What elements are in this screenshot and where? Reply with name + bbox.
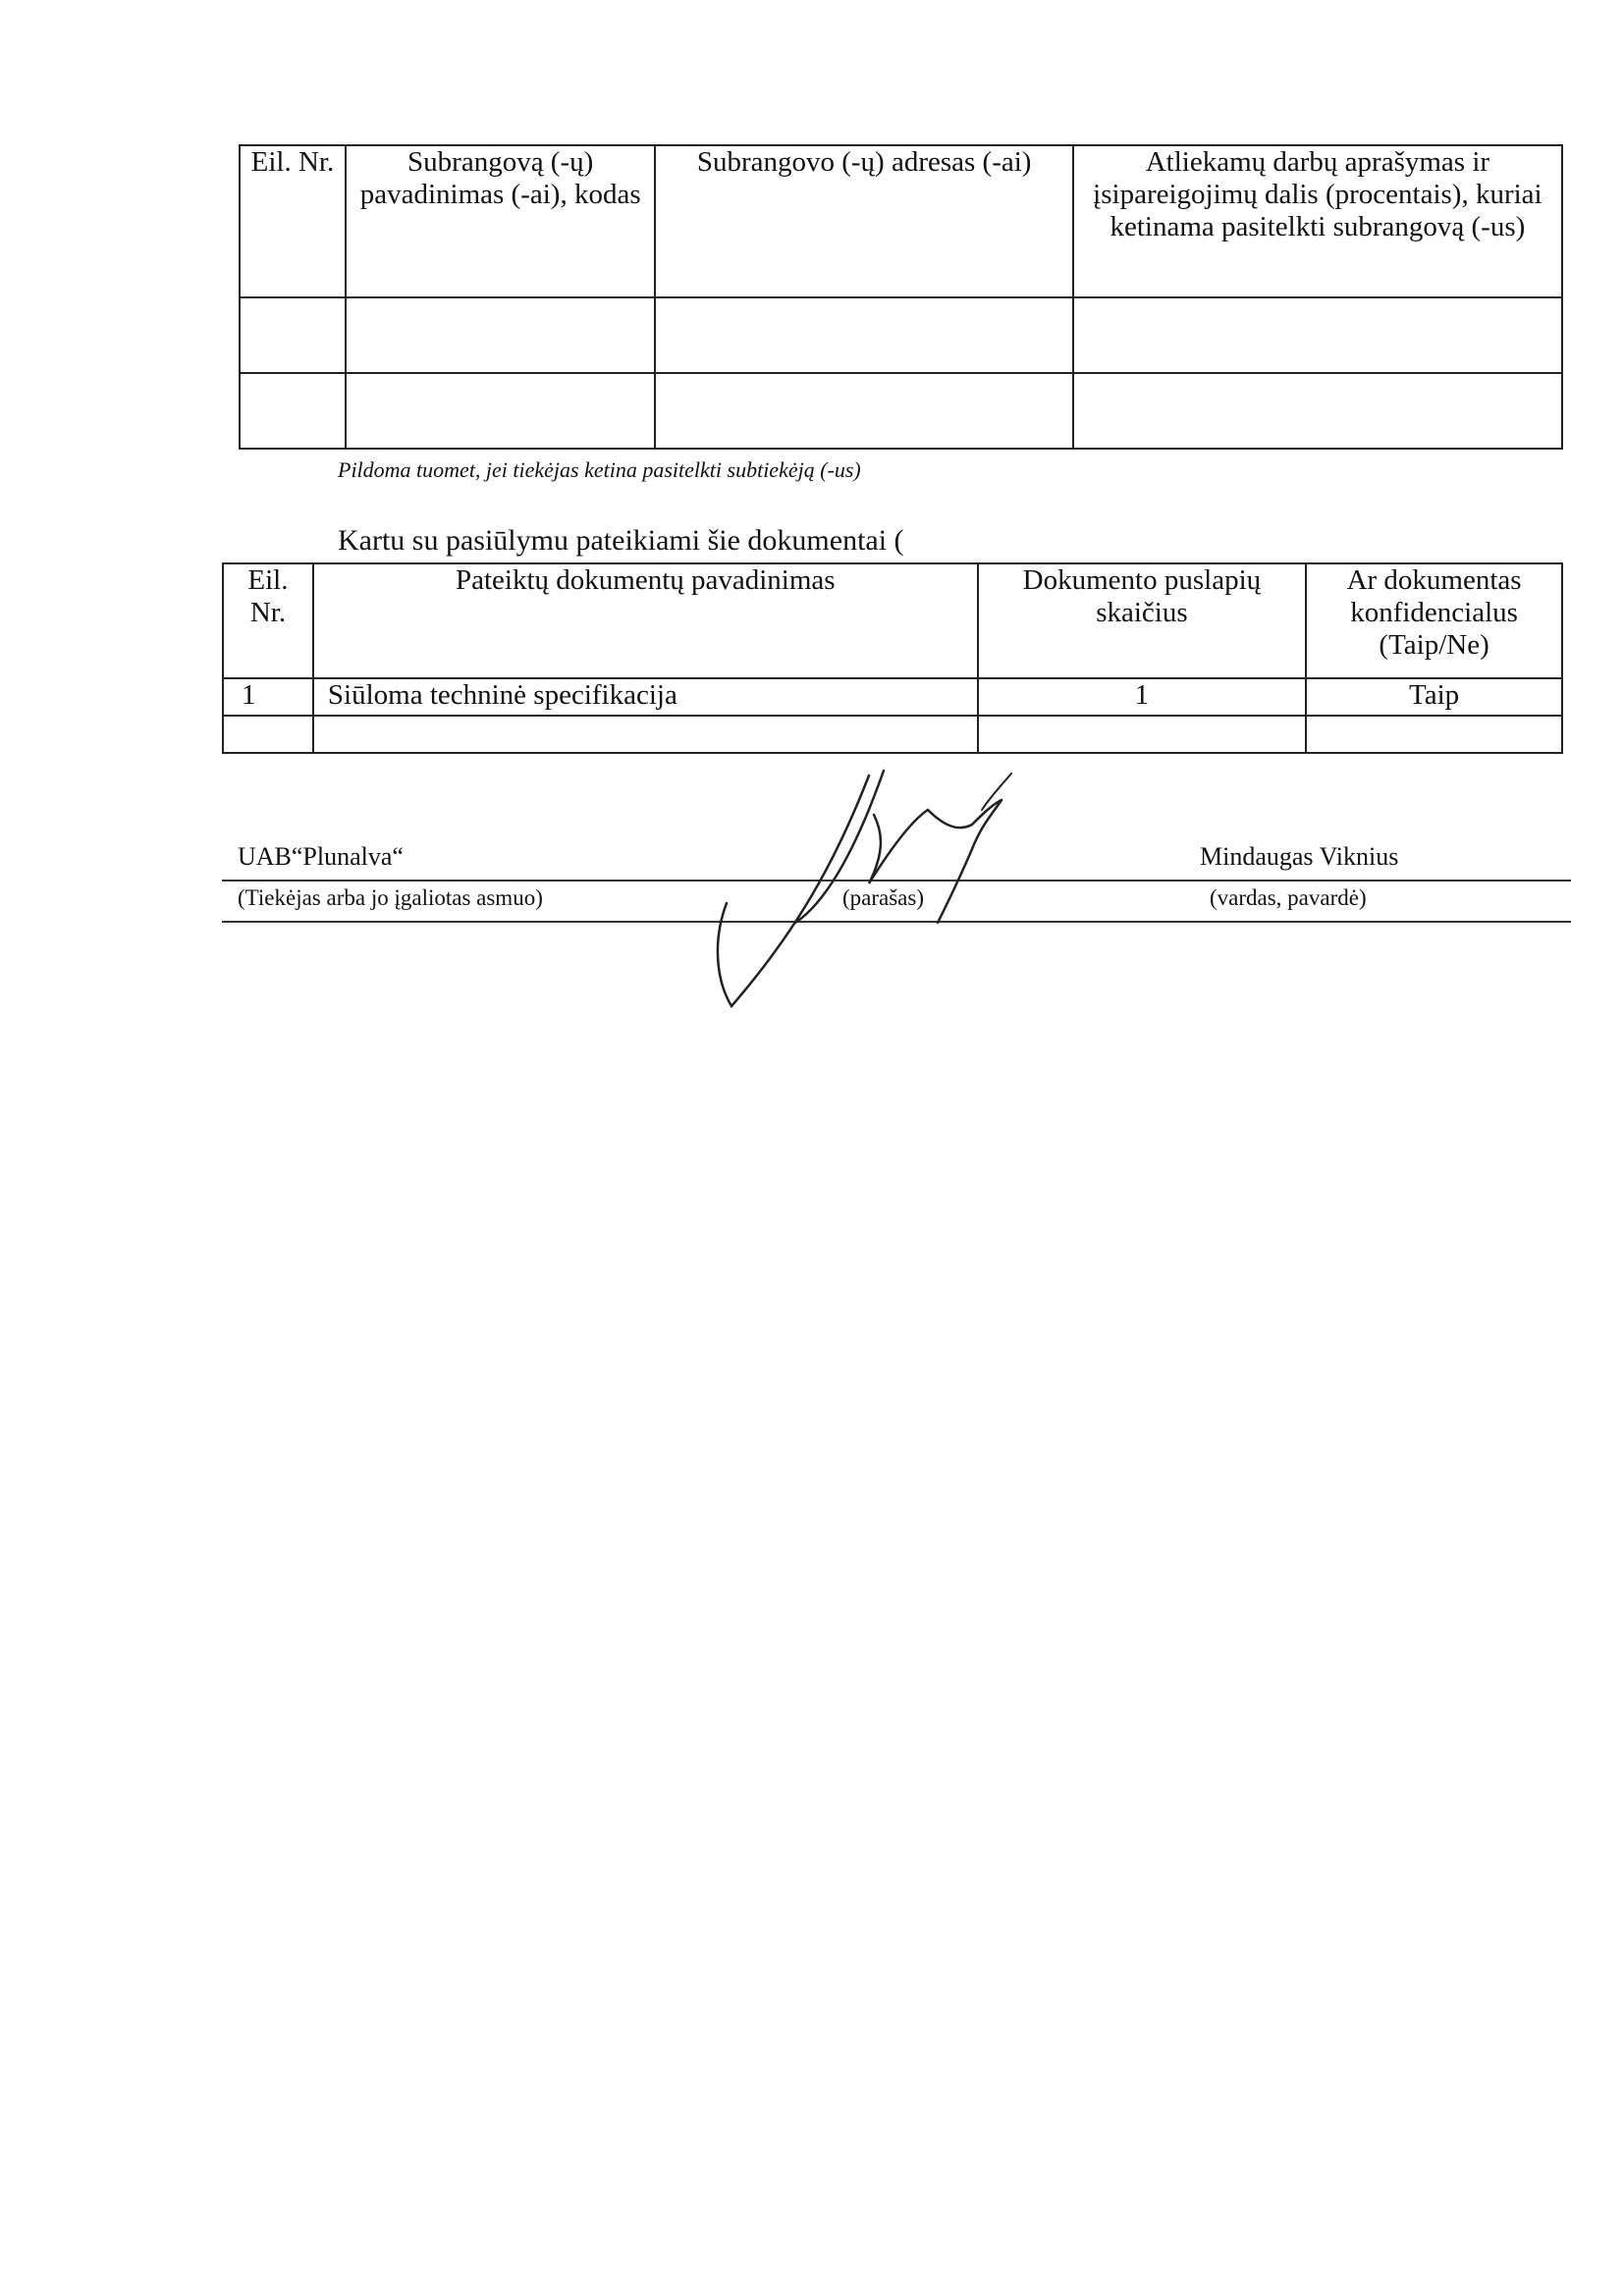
signature-caption: (parašas) bbox=[842, 885, 925, 910]
table-row bbox=[240, 373, 1562, 449]
table-cell bbox=[655, 297, 1072, 373]
signer-name: Mindaugas Viknius bbox=[1200, 842, 1399, 871]
subcontractor-note: Pildoma tuomet, jei tiekėjas ketina pasitelkti subtiekėją (-us) bbox=[338, 457, 861, 482]
table-row bbox=[223, 716, 1562, 753]
name-caption: (vardas, pavardė) bbox=[1210, 885, 1367, 910]
table-cell bbox=[313, 716, 978, 753]
header-cell: Ar dokumentas konfidencialus (Taip/Ne) bbox=[1306, 563, 1562, 678]
handwritten-signature bbox=[687, 756, 1080, 1021]
table-row bbox=[223, 678, 1562, 716]
table-header-row bbox=[223, 563, 1562, 678]
table-cell: Taip bbox=[1306, 678, 1562, 716]
table-cell bbox=[1073, 297, 1562, 373]
table-row bbox=[240, 297, 1562, 373]
table-cell: 1 bbox=[978, 678, 1307, 716]
header-cell: Subrangovo (-ų) adresas (-ai) bbox=[655, 145, 1072, 297]
table-cell bbox=[655, 373, 1072, 449]
table-cell bbox=[240, 373, 346, 449]
supplier-caption: (Tiekėjas arba jo įgaliotas asmuo) bbox=[238, 885, 543, 910]
header-cell: Dokumento puslapių skaičius bbox=[978, 563, 1307, 678]
table-cell bbox=[240, 297, 346, 373]
table-cell bbox=[223, 716, 313, 753]
header-cell: Atliekamų darbų aprašymas ir įsipareigojimų dalis (procentais), kuriai ketinama pasitelkti subrangovą (-us) bbox=[1073, 145, 1562, 297]
table-cell bbox=[346, 373, 656, 449]
table-cell bbox=[1073, 373, 1562, 449]
subcontractor-table bbox=[239, 144, 1563, 450]
table-header-row bbox=[240, 145, 1562, 297]
table-cell bbox=[346, 297, 656, 373]
table-cell bbox=[1306, 716, 1562, 753]
table-cell: 1 bbox=[223, 678, 313, 716]
documents-table bbox=[222, 562, 1563, 754]
header-cell: Subrangovą (-ų) pavadinimas (-ai), kodas bbox=[346, 145, 656, 297]
header-cell: Eil. Nr. bbox=[223, 563, 313, 678]
documents-intro: Kartu su pasiūlymu pateikiami šie dokumentai ( bbox=[338, 524, 904, 557]
header-cell: Eil. Nr. bbox=[240, 145, 346, 297]
supplier-name: UAB“Plunalva“ bbox=[238, 842, 404, 871]
header-cell: Pateiktų dokumentų pavadinimas bbox=[313, 563, 978, 678]
table-cell: Siūloma techninė specifikacija bbox=[313, 678, 978, 716]
table-cell bbox=[978, 716, 1307, 753]
